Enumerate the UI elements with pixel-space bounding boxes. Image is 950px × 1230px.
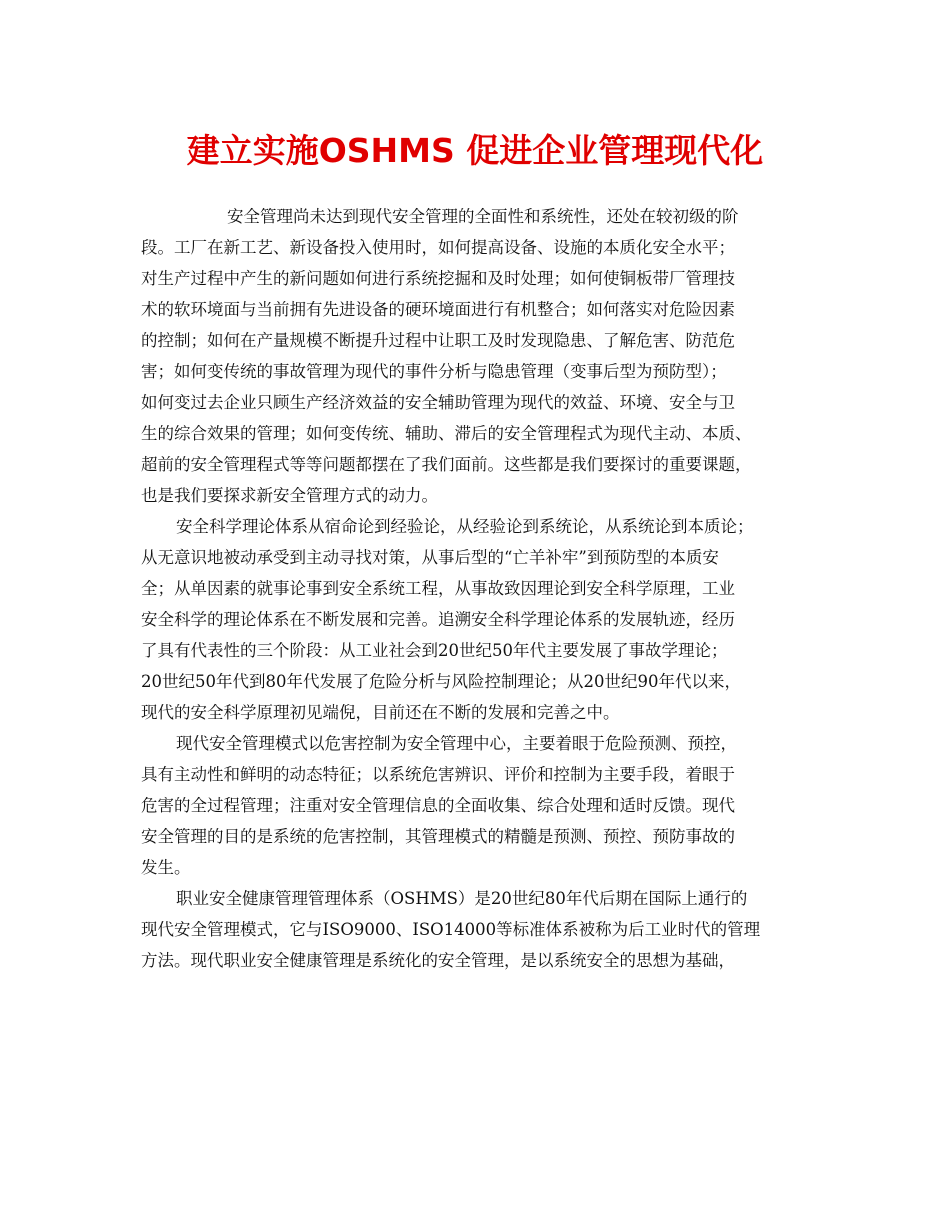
paragraph-2	[141, 511, 821, 728]
text-line: 生的综合效果的管理；如何变传统、辅助、滞后的安全管理程式为现代主动、本质、	[141, 424, 752, 443]
text-line: 害；如何变传统的事故管理为现代的事件分析与隐患管理（变事后型为预防型）；	[141, 362, 727, 381]
text-line: 20世纪50年代到80年代发展了危险分析与风险控制理论；从20世纪90年代以来，	[141, 672, 741, 691]
text-line: 对生产过程中产生的新问题如何进行系统挖掘和及时处理；如何使铜板带厂管理技	[141, 269, 735, 288]
document-body	[141, 201, 821, 976]
text-line: 了具有代表性的三个阶段：从工业社会到20世纪50年代主要发展了事故学理论；	[141, 641, 728, 660]
text-line: 段。工厂在新工艺、新设备投入使用时，如何提高设备、设施的本质化安全水平；	[141, 238, 735, 257]
text-line: 术的软环境面与当前拥有先进设备的硬环境面进行有机整合；如何落实对危险因素	[141, 300, 735, 319]
text-line: 的控制；如何在产量规模不断提升过程中让职工及时发现隐患、了解危害、防范危	[141, 331, 735, 350]
text-line: 发生。	[141, 858, 191, 877]
text-line: 现代安全管理模式，它与ISO9000、ISO14000等标准体系被称为后工业时代的管理	[141, 920, 761, 939]
text-line: 从无意识地被动承受到主动寻找对策，从事后型的“亡羊补牢”到预防型的本质安	[141, 548, 719, 567]
text-line: 超前的安全管理程式等等问题都摆在了我们面前。这些都是我们要探讨的重要课题，	[141, 455, 752, 474]
text-line: 安全管理尚未达到现代安全管理的全面性和系统性，还处在较初级的阶	[227, 207, 739, 226]
text-line: 也是我们要探求新安全管理方式的动力。	[141, 486, 438, 505]
text-line: 现代安全管理模式以危害控制为安全管理中心，主要着眼于危险预测、预控，	[176, 734, 737, 753]
text-line: 方法。现代职业安全健康管理是系统化的安全管理，是以系统安全的思想为基础，	[141, 951, 735, 970]
text-line: 安全科学的理论体系在不断发展和完善。追溯安全科学理论体系的发展轨迹，经历	[141, 610, 735, 629]
paragraph-3	[141, 728, 821, 883]
document-title: 建立实施OSHMS 促进企业管理现代化	[186, 131, 764, 170]
paragraph-4	[141, 883, 821, 976]
text-line: 危害的全过程管理；注重对安全管理信息的全面收集、综合处理和适时反馈。现代	[141, 796, 735, 815]
text-line: 全；从单因素的就事论事到安全系统工程，从事故致因理论到安全科学原理，工业	[141, 579, 735, 598]
text-line: 现代的安全科学原理初见端倪，目前还在不断的发展和完善之中。	[141, 703, 620, 722]
text-line: 如何变过去企业只顾生产经济效益的安全辅助管理为现代的效益、环境、安全与卫	[141, 393, 735, 412]
text-line: 职业安全健康管理管理体系（OSHMS）是20世纪80年代后期在国际上通行的	[176, 889, 748, 908]
text-line: 安全科学理论体系从宿命论到经验论，从经验论到系统论，从系统论到本质论；	[176, 517, 754, 536]
paragraph-1	[141, 201, 821, 511]
text-line: 具有主动性和鲜明的动态特征；以系统危害辨识、评价和控制为主要手段，着眼于	[141, 765, 735, 784]
text-line: 安全管理的目的是系统的危害控制，其管理模式的精髓是预测、预控、预防事故的	[141, 827, 735, 846]
